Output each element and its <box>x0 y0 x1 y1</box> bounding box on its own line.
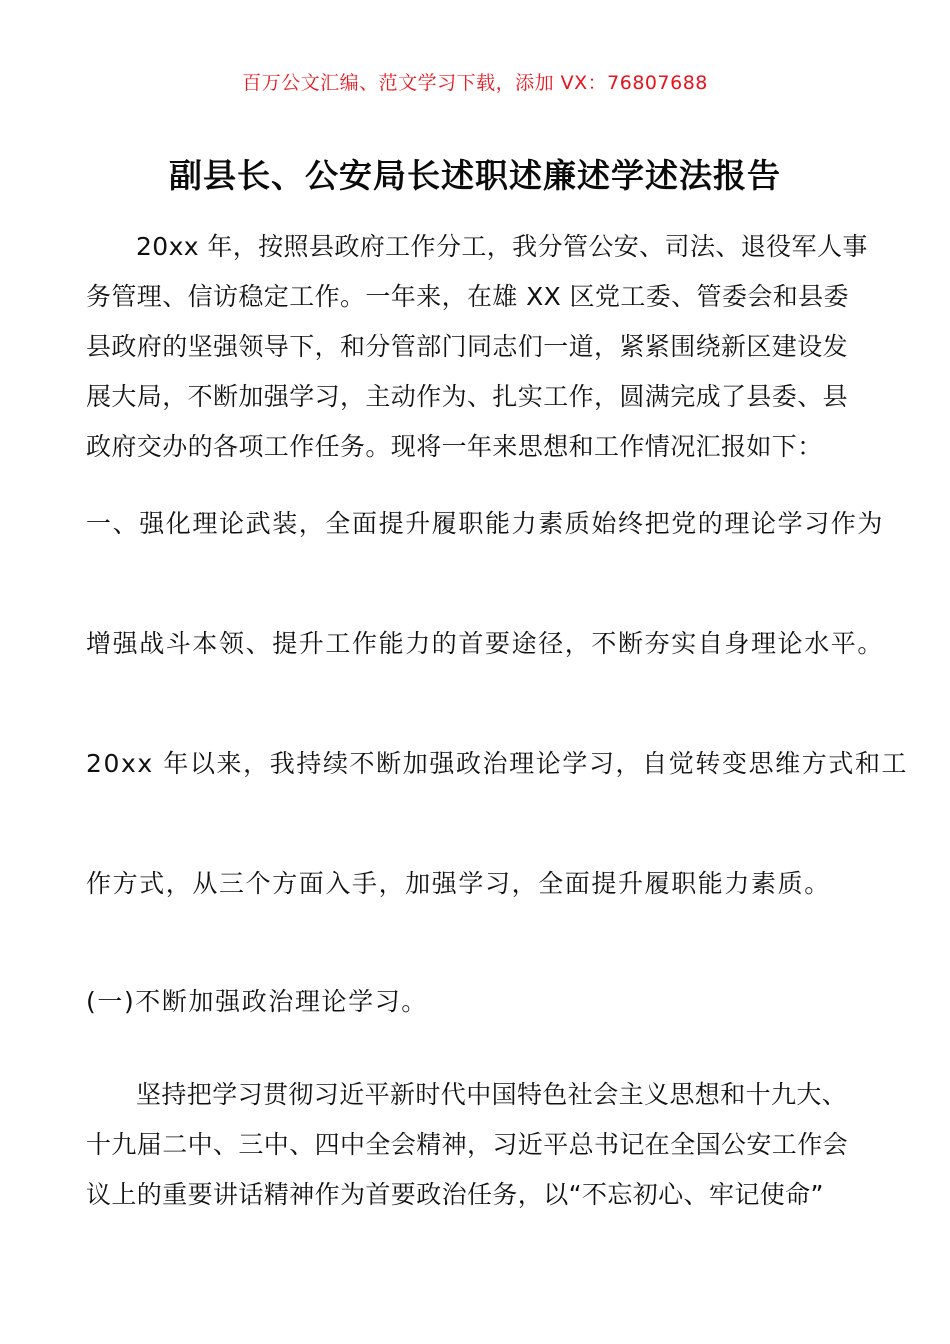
subsection-heading: (一)不断加强政治理论学习。 <box>86 987 428 1016</box>
intro-line: 20xx 年，按照县政府工作分工，我分管公安、司法、退役军人事 <box>136 232 868 261</box>
closing-paragraph <box>86 1070 866 1220</box>
promo-banner: 百万公文汇编、范文学习下载，添加 VX：76807688 <box>242 72 708 94</box>
section-text-line: 增强战斗本领、提升工作能力的首要途径，不断夯实自身理论水平。 <box>86 629 885 658</box>
intro-line: 展大局，不断加强学习，主动作为、扎实工作，圆满完成了县委、县 <box>86 382 849 411</box>
closing-line: 议上的重要讲话精神作为首要政治任务，以“不忘初心、牢记使命” <box>86 1180 824 1209</box>
intro-line: 务管理、信访稳定工作。一年来，在雄 XX 区党工委、管委会和县委 <box>86 282 849 311</box>
section-text-line: 20xx 年以来，我持续不断加强政治理论学习，自觉转变思维方式和工 <box>86 749 909 778</box>
document-title: 副县长、公安局长述职述廉述学述法报告 <box>169 156 781 195</box>
intro-line: 县政府的坚强领导下，和分管部门同志们一道，紧紧围绕新区建设发 <box>86 332 849 361</box>
intro-paragraph <box>86 222 866 472</box>
section-text-line: 作方式，从三个方面入手，加强学习，全面提升履职能力素质。 <box>86 869 831 898</box>
section-heading-1: 一、强化理论武装，全面提升履职能力素质始终把党的理论学习作为 <box>86 509 885 538</box>
closing-line: 十九届二中、三中、四中全会精神，习近平总书记在全国公安工作会 <box>86 1130 849 1159</box>
intro-line: 政府交办的各项工作任务。现将一年来思想和工作情况汇报如下： <box>86 432 823 461</box>
closing-line: 坚持把学习贯彻习近平新时代中国特色社会主义思想和十九大、 <box>136 1080 848 1109</box>
